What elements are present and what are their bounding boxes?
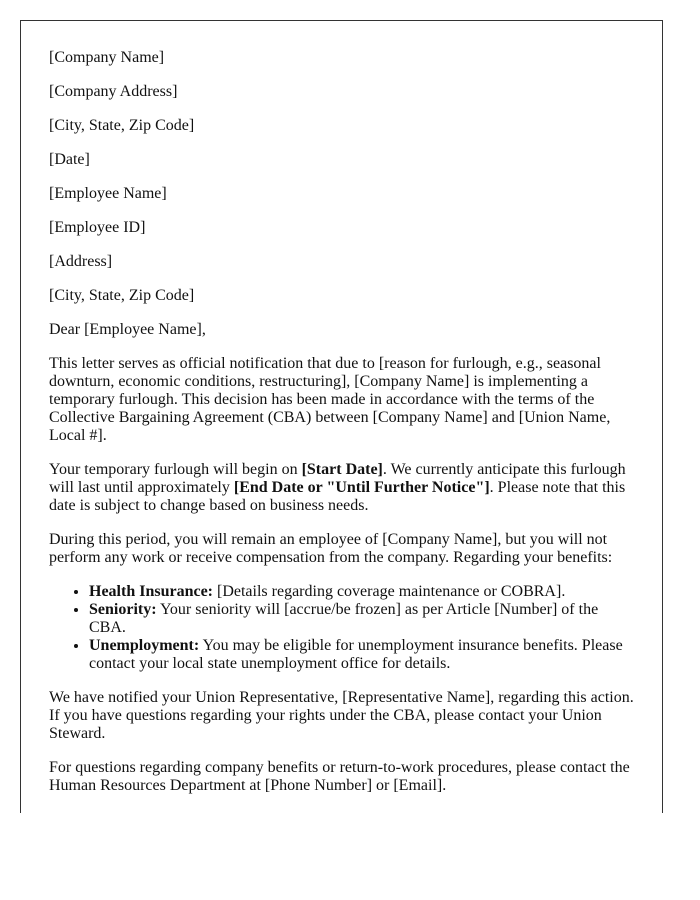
- benefit-text: [Details regarding coverage maintenance or COBRA].: [213, 583, 566, 600]
- employee-city: [City, State, Zip Code]: [49, 287, 195, 304]
- contact-paragraph: For questions regarding company benefits or return-to-work procedures, please contact the Human Resources Department at [Phone Number] or [Email].: [49, 759, 630, 794]
- salutation: Dear [Employee Name],: [49, 321, 206, 338]
- benefit-label: Unemployment:: [89, 637, 200, 654]
- benefit-text: You may be eligible for unemployment insurance benefits. Please contact your local state unemployment office for details.: [89, 637, 623, 672]
- start-date: [Start Date]: [301, 461, 383, 478]
- company-city: [City, State, Zip Code]: [49, 117, 195, 134]
- employee-id: [Employee ID]: [49, 219, 146, 236]
- employee-name: [Employee Name]: [49, 185, 167, 202]
- letter-document: [20, 20, 663, 813]
- text: . We currently anticipate this furlough will last until approximately: [49, 461, 626, 496]
- letter-date: [Date]: [49, 151, 90, 168]
- list-item: [89, 583, 634, 601]
- notification-paragraph: This letter serves as official notification that due to [reason for furlough, e.g., seasonal downturn, economic conditions, restructuring], [Company Name] is implementing a temporary furlough. This decision has been made in accordance with the terms of the Collective Bargaining Agreement (CBA) between [Company Name] and [Union Name, Local #].: [49, 355, 611, 444]
- benefit-text: Your seniority will [accrue/be frozen] as per Article [Number] of the CBA.: [89, 601, 599, 636]
- list-item: [89, 637, 634, 673]
- benefit-label: Seniority:: [89, 601, 157, 618]
- union-paragraph: We have notified your Union Representative, [Representative Name], regarding this action. If you have questions regarding your rights under the CBA, please contact your Union Steward.: [49, 689, 634, 742]
- benefits-list: [49, 583, 634, 673]
- end-date: [End Date or "Until Further Notice"]: [233, 479, 490, 496]
- benefits-intro-paragraph: During this period, you will remain an employee of [Company Name], but you will not perform any work or receive compensation from the company. Regarding your benefits:: [49, 531, 613, 566]
- text: . Please note that this date is subject to change based on business needs.: [49, 479, 626, 514]
- list-item: [89, 601, 634, 637]
- company-address: [Company Address]: [49, 83, 178, 100]
- benefit-label: Health Insurance:: [89, 583, 213, 600]
- employee-address: [Address]: [49, 253, 113, 270]
- text: Your temporary furlough will begin on: [49, 461, 302, 478]
- furlough-dates-paragraph: [49, 461, 634, 515]
- company-name: [Company Name]: [49, 49, 165, 66]
